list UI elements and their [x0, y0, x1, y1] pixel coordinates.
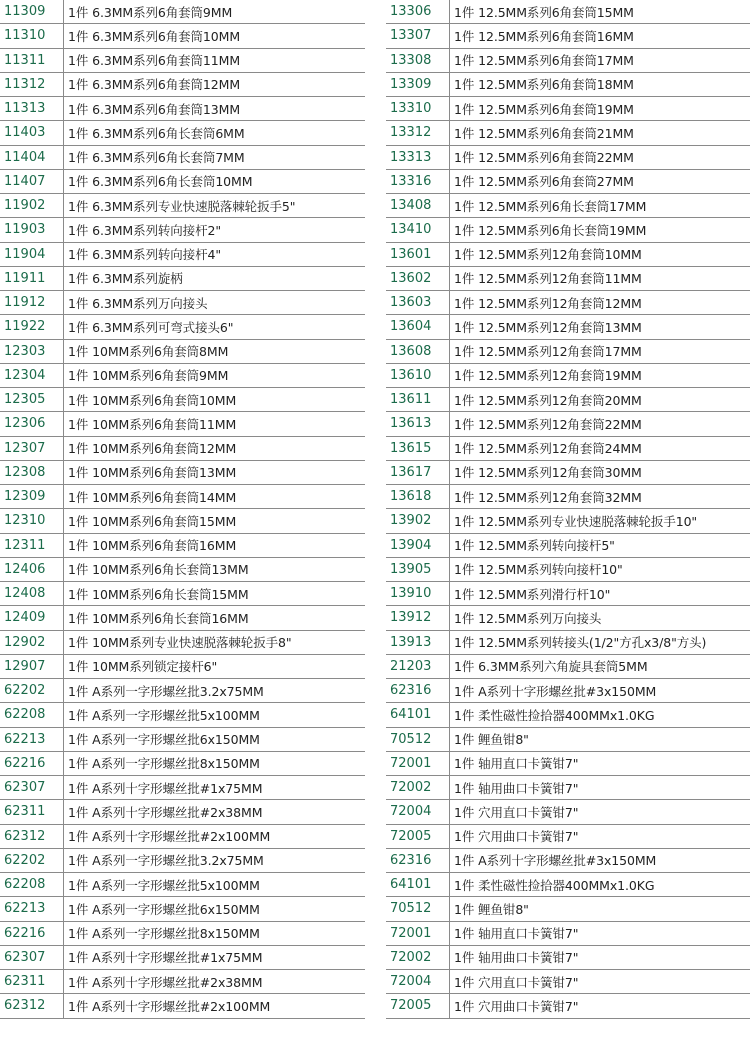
part-description: 1件 12.5MM系列滑行杆10": [454, 586, 611, 602]
table-row: [0, 291, 365, 315]
part-description: 1件 12.5MM系列6角套筒22MM: [454, 150, 634, 166]
part-description: 1件 12.5MM系列12角套筒17MM: [454, 344, 642, 360]
table-row: [0, 534, 365, 558]
table-row: [0, 655, 365, 679]
part-description: 1件 10MM系列6角套筒10MM: [68, 392, 237, 408]
part-code: 11309: [0, 0, 64, 23]
part-code: 12305: [0, 388, 64, 411]
table-row: [386, 170, 750, 194]
table-row: [0, 509, 365, 533]
part-description: 1件 6.3MM系列转向接杆2": [68, 222, 221, 238]
part-description: 1件 鲤鱼钳8": [454, 732, 529, 748]
table-row: [386, 970, 750, 994]
part-code: 13312: [386, 121, 450, 144]
part-description: 1件 12.5MM系列6角套筒15MM: [454, 4, 634, 20]
part-description: 1件 穴用直口卡簧钳7": [454, 974, 579, 990]
table-row: [0, 631, 365, 655]
table-row: [0, 946, 365, 970]
part-description: 1件 12.5MM系列12角套筒20MM: [454, 392, 642, 408]
table-row: [386, 873, 750, 897]
part-code: 64101: [386, 703, 450, 726]
part-code: 62208: [0, 873, 64, 896]
table-row: [386, 849, 750, 873]
part-description: 1件 12.5MM系列12角套筒10MM: [454, 247, 642, 263]
table-row: [386, 461, 750, 485]
part-description: 1件 穴用曲口卡簧钳7": [454, 998, 579, 1014]
part-code: 13602: [386, 267, 450, 290]
part-code: 62316: [386, 679, 450, 702]
part-description: 1件 6.3MM系列6角套筒12MM: [68, 77, 241, 93]
part-code: 13307: [386, 24, 450, 47]
part-code: 11902: [0, 194, 64, 217]
part-code: 13306: [386, 0, 450, 23]
table-row: [0, 849, 365, 873]
part-description: 1件 轴用直口卡簧钳7": [454, 926, 579, 942]
part-description: 1件 12.5MM系列6角套筒27MM: [454, 174, 634, 190]
table-row: [386, 437, 750, 461]
part-description: 1件 10MM系列6角套筒15MM: [68, 513, 237, 529]
part-code: 21203: [386, 655, 450, 678]
table-row: [386, 73, 750, 97]
part-code: 62202: [0, 679, 64, 702]
table-row: [0, 703, 365, 727]
part-description: 1件 6.3MM系列可弯式接头6": [68, 319, 234, 335]
part-code: 11912: [0, 291, 64, 314]
table-row: [0, 825, 365, 849]
part-code: 62312: [0, 825, 64, 848]
part-description: 1件 A系列一字形螺丝批3.2x75MM: [68, 683, 264, 699]
part-code: 62208: [0, 703, 64, 726]
part-code: 70512: [386, 897, 450, 920]
part-code: 70512: [386, 728, 450, 751]
part-description: 1件 A系列十字形螺丝批#1x75MM: [68, 780, 263, 796]
part-description: 1件 6.3MM系列6角长套筒7MM: [68, 150, 245, 166]
table-row: [0, 873, 365, 897]
part-description: 1件 A系列十字形螺丝批#2x38MM: [68, 804, 263, 820]
part-description: 1件 A系列十字形螺丝批#3x150MM: [454, 853, 657, 869]
part-description: 1件 10MM系列6角长套筒13MM: [68, 562, 249, 578]
part-code: 62216: [0, 752, 64, 775]
part-description: 1件 轴用曲口卡簧钳7": [454, 780, 579, 796]
part-description: 1件 12.5MM系列12角套筒11MM: [454, 271, 642, 287]
part-code: 13309: [386, 73, 450, 96]
table-row: [0, 970, 365, 994]
part-description: 1件 10MM系列6角长套筒15MM: [68, 586, 249, 602]
table-row: [0, 170, 365, 194]
part-code: 13902: [386, 509, 450, 532]
table-row: [0, 267, 365, 291]
part-description: 1件 12.5MM系列转接头(1/2"方孔x3/8"方头): [454, 635, 707, 651]
table-row: [386, 534, 750, 558]
part-code: 13610: [386, 364, 450, 387]
part-code: 11312: [0, 73, 64, 96]
part-code: 72001: [386, 922, 450, 945]
part-code: 62202: [0, 849, 64, 872]
table-row: [386, 291, 750, 315]
part-code: 72004: [386, 970, 450, 993]
part-description: 1件 鲤鱼钳8": [454, 901, 529, 917]
table-row: [386, 0, 750, 24]
part-code: 13313: [386, 146, 450, 169]
part-code: 13310: [386, 97, 450, 120]
table-row: [0, 558, 365, 582]
table-row: [0, 243, 365, 267]
left-parts-table: [0, 0, 365, 1019]
table-row: [386, 655, 750, 679]
part-code: 12306: [0, 412, 64, 435]
part-description: 1件 12.5MM系列万向接头: [454, 610, 602, 626]
part-code: 12304: [0, 364, 64, 387]
part-description: 1件 穴用直口卡簧钳7": [454, 804, 579, 820]
part-code: 13618: [386, 485, 450, 508]
part-code: 13308: [386, 49, 450, 72]
part-description: 1件 10MM系列6角套筒11MM: [68, 416, 237, 432]
part-code: 13601: [386, 243, 450, 266]
table-row: [386, 800, 750, 824]
part-description: 1件 10MM系列6角套筒8MM: [68, 344, 229, 360]
table-row: [0, 388, 365, 412]
part-description: 1件 6.3MM系列6角套筒13MM: [68, 101, 241, 117]
part-description: 1件 10MM系列6角套筒14MM: [68, 489, 237, 505]
table-row: [0, 485, 365, 509]
table-row: [0, 24, 365, 48]
part-code: 62216: [0, 922, 64, 945]
part-code: 11407: [0, 170, 64, 193]
part-description: 1件 穴用曲口卡簧钳7": [454, 829, 579, 845]
table-row: [0, 49, 365, 73]
part-code: 62307: [0, 776, 64, 799]
table-row: [0, 364, 365, 388]
part-code: 72005: [386, 994, 450, 1017]
part-code: 11403: [0, 121, 64, 144]
table-row: [0, 994, 365, 1018]
table-row: [386, 267, 750, 291]
table-row: [386, 485, 750, 509]
part-code: 12907: [0, 655, 64, 678]
part-description: 1件 A系列十字形螺丝批#2x38MM: [68, 974, 263, 990]
part-description: 1件 12.5MM系列6角套筒17MM: [454, 53, 634, 69]
part-description: 1件 6.3MM系列6角套筒10MM: [68, 28, 241, 44]
table-row: [386, 582, 750, 606]
part-description: 1件 A系列一字形螺丝批8x150MM: [68, 926, 260, 942]
part-code: 72002: [386, 776, 450, 799]
table-row: [0, 800, 365, 824]
table-row: [386, 679, 750, 703]
part-description: 1件 6.3MM系列6角长套筒10MM: [68, 174, 253, 190]
table-row: [386, 340, 750, 364]
part-code: 12311: [0, 534, 64, 557]
table-row: [0, 728, 365, 752]
table-row: [386, 728, 750, 752]
part-code: 13604: [386, 315, 450, 338]
part-description: 1件 10MM系列专业快速脱落棘轮扳手8": [68, 635, 292, 651]
part-code: 13912: [386, 606, 450, 629]
table-row: [386, 606, 750, 630]
table-row: [0, 121, 365, 145]
table-row: [386, 994, 750, 1018]
part-description: 1件 A系列十字形螺丝批#3x150MM: [454, 683, 657, 699]
part-code: 62213: [0, 897, 64, 920]
part-code: 13613: [386, 412, 450, 435]
right-parts-table: [386, 0, 750, 1019]
part-code: 72002: [386, 946, 450, 969]
part-description: 1件 12.5MM系列6角长套筒19MM: [454, 222, 647, 238]
table-row: [0, 412, 365, 436]
part-description: 1件 10MM系列6角套筒16MM: [68, 538, 237, 554]
table-row: [386, 243, 750, 267]
part-description: 1件 6.3MM系列6角长套筒6MM: [68, 125, 245, 141]
part-code: 11911: [0, 267, 64, 290]
part-code: 13615: [386, 437, 450, 460]
table-row: [386, 194, 750, 218]
part-code: 13410: [386, 218, 450, 241]
part-code: 12307: [0, 437, 64, 460]
part-code: 72005: [386, 825, 450, 848]
part-code: 12308: [0, 461, 64, 484]
part-code: 13316: [386, 170, 450, 193]
part-code: 11922: [0, 315, 64, 338]
table-row: [386, 897, 750, 921]
part-code: 11313: [0, 97, 64, 120]
part-description: 1件 10MM系列锁定接杆6": [68, 659, 218, 675]
table-row: [0, 437, 365, 461]
table-row: [0, 194, 365, 218]
part-description: 1件 12.5MM系列12角套筒22MM: [454, 416, 642, 432]
table-row: [0, 582, 365, 606]
table-row: [386, 364, 750, 388]
part-description: 1件 10MM系列6角套筒9MM: [68, 368, 229, 384]
part-code: 12406: [0, 558, 64, 581]
table-row: [0, 218, 365, 242]
table-row: [386, 825, 750, 849]
part-description: 1件 12.5MM系列6角套筒19MM: [454, 101, 634, 117]
table-row: [386, 703, 750, 727]
part-description: 1件 A系列一字形螺丝批3.2x75MM: [68, 853, 264, 869]
part-description: 1件 12.5MM系列12角套筒32MM: [454, 489, 642, 505]
part-code: 12409: [0, 606, 64, 629]
part-code: 11310: [0, 24, 64, 47]
part-code: 62316: [386, 849, 450, 872]
part-description: 1件 12.5MM系列12角套筒13MM: [454, 319, 642, 335]
part-description: 1件 A系列十字形螺丝批#2x100MM: [68, 998, 271, 1014]
part-code: 13608: [386, 340, 450, 363]
part-code: 12902: [0, 631, 64, 654]
part-description: 1件 6.3MM系列6角套筒9MM: [68, 4, 233, 20]
part-code: 13905: [386, 558, 450, 581]
part-description: 1件 A系列一字形螺丝批6x150MM: [68, 732, 260, 748]
table-row: [386, 121, 750, 145]
part-description: 1件 12.5MM系列12角套筒30MM: [454, 465, 642, 481]
part-description: 1件 12.5MM系列6角套筒21MM: [454, 125, 634, 141]
part-code: 72001: [386, 752, 450, 775]
part-description: 1件 10MM系列6角套筒12MM: [68, 441, 237, 457]
table-row: [386, 922, 750, 946]
table-row: [0, 340, 365, 364]
part-code: 13611: [386, 388, 450, 411]
part-description: 1件 12.5MM系列6角套筒16MM: [454, 28, 634, 44]
part-code: 62312: [0, 994, 64, 1017]
part-code: 11903: [0, 218, 64, 241]
table-row: [0, 461, 365, 485]
part-description: 1件 A系列十字形螺丝批#1x75MM: [68, 950, 263, 966]
part-code: 62307: [0, 946, 64, 969]
part-description: 1件 12.5MM系列转向接杆5": [454, 538, 615, 554]
table-row: [0, 0, 365, 24]
part-code: 11404: [0, 146, 64, 169]
part-description: 1件 A系列一字形螺丝批5x100MM: [68, 707, 260, 723]
part-code: 72004: [386, 800, 450, 823]
table-row: [0, 922, 365, 946]
part-description: 1件 12.5MM系列转向接杆10": [454, 562, 623, 578]
part-description: 1件 A系列一字形螺丝批6x150MM: [68, 901, 260, 917]
part-description: 1件 12.5MM系列6角套筒18MM: [454, 77, 634, 93]
part-code: 12303: [0, 340, 64, 363]
table-row: [386, 752, 750, 776]
part-code: 13910: [386, 582, 450, 605]
part-description: 1件 A系列一字形螺丝批5x100MM: [68, 877, 260, 893]
part-description: 1件 12.5MM系列12角套筒12MM: [454, 295, 642, 311]
part-description: 1件 轴用曲口卡簧钳7": [454, 950, 579, 966]
part-description: 1件 A系列一字形螺丝批8x150MM: [68, 756, 260, 772]
table-row: [0, 897, 365, 921]
table-row: [386, 509, 750, 533]
part-code: 64101: [386, 873, 450, 896]
part-description: 1件 10MM系列6角长套筒16MM: [68, 610, 249, 626]
table-row: [386, 218, 750, 242]
part-code: 13408: [386, 194, 450, 217]
part-description: 1件 12.5MM系列专业快速脱落棘轮扳手10": [454, 513, 698, 529]
part-description: 1件 轴用直口卡簧钳7": [454, 756, 579, 772]
part-code: 13617: [386, 461, 450, 484]
part-description: 1件 6.3MM系列转向接杆4": [68, 247, 221, 263]
part-code: 13603: [386, 291, 450, 314]
part-description: 1件 6.3MM系列六角旋具套筒5MM: [454, 659, 648, 675]
table-row: [386, 24, 750, 48]
table-row: [0, 73, 365, 97]
table-row: [0, 679, 365, 703]
part-code: 11311: [0, 49, 64, 72]
part-description: 1件 柔性磁性捡拾器400MMx1.0KG: [454, 707, 655, 723]
table-row: [0, 315, 365, 339]
part-description: 1件 柔性磁性捡拾器400MMx1.0KG: [454, 877, 655, 893]
part-description: 1件 A系列十字形螺丝批#2x100MM: [68, 829, 271, 845]
table-row: [0, 776, 365, 800]
part-code: 13904: [386, 534, 450, 557]
table-row: [386, 146, 750, 170]
table-row: [386, 412, 750, 436]
table-row: [0, 146, 365, 170]
table-row: [386, 315, 750, 339]
part-description: 1件 6.3MM系列旋柄: [68, 271, 183, 287]
part-code: 12310: [0, 509, 64, 532]
part-code: 62311: [0, 800, 64, 823]
part-description: 1件 6.3MM系列万向接头: [68, 295, 208, 311]
part-description: 1件 6.3MM系列6角套筒11MM: [68, 53, 241, 69]
table-row: [386, 631, 750, 655]
part-description: 1件 12.5MM系列12角套筒19MM: [454, 368, 642, 384]
table-row: [386, 558, 750, 582]
table-row: [386, 388, 750, 412]
table-row: [0, 606, 365, 630]
part-description: 1件 12.5MM系列6角长套筒17MM: [454, 198, 647, 214]
table-row: [0, 97, 365, 121]
part-description: 1件 10MM系列6角套筒13MM: [68, 465, 237, 481]
table-row: [0, 752, 365, 776]
part-code: 13913: [386, 631, 450, 654]
table-row: [386, 946, 750, 970]
table-row: [386, 49, 750, 73]
part-code: 12408: [0, 582, 64, 605]
table-row: [386, 97, 750, 121]
part-code: 12309: [0, 485, 64, 508]
part-description: 1件 12.5MM系列12角套筒24MM: [454, 441, 642, 457]
part-description: 1件 6.3MM系列专业快速脱落棘轮扳手5": [68, 198, 296, 214]
part-code: 11904: [0, 243, 64, 266]
part-code: 62213: [0, 728, 64, 751]
table-row: [386, 776, 750, 800]
part-code: 62311: [0, 970, 64, 993]
